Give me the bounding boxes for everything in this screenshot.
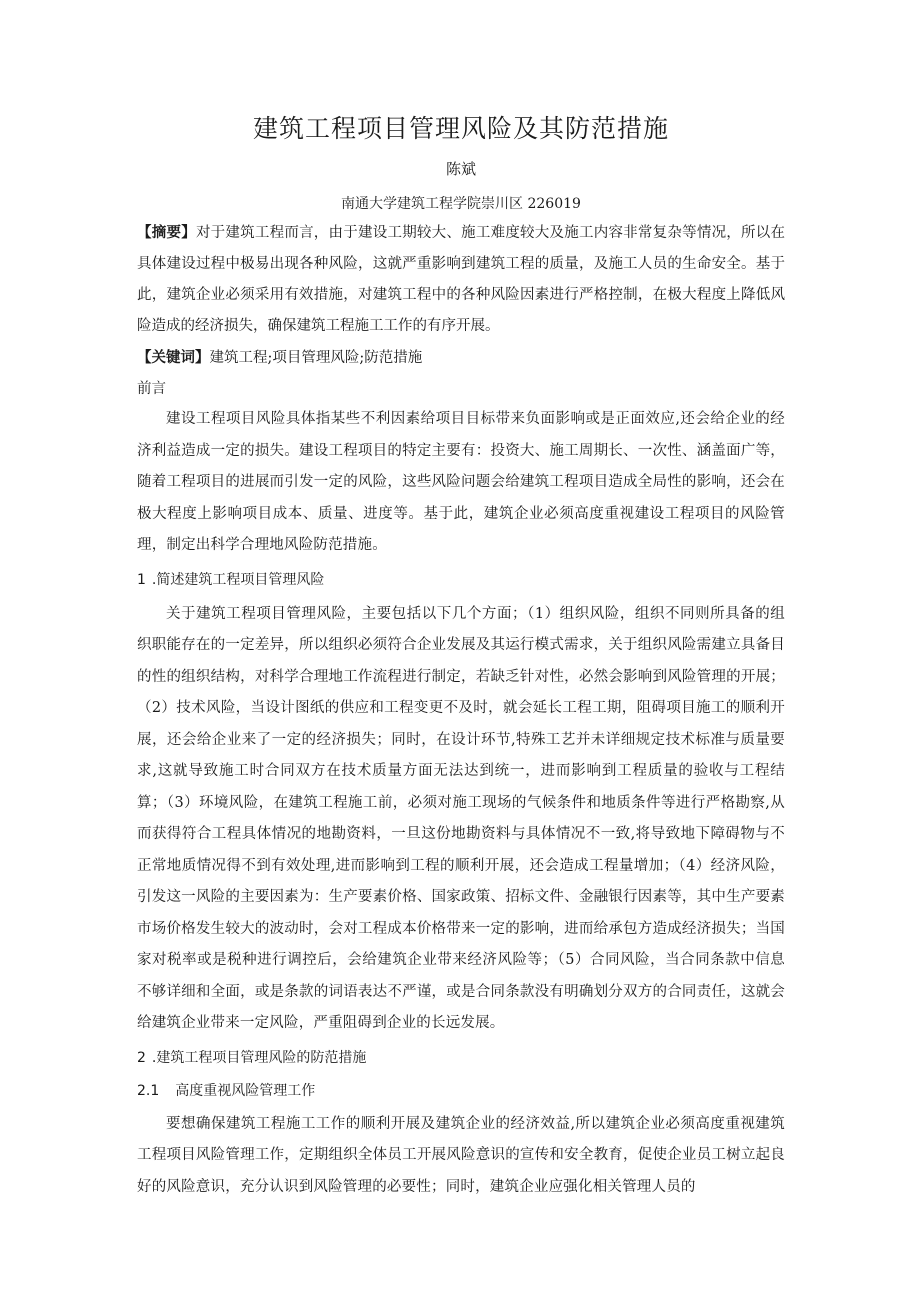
section-2-title: .建筑工程项目管理风险的防范措施 <box>151 1049 367 1066</box>
section-1-number: 1 <box>137 571 146 588</box>
keywords-text: 建筑工程;项目管理风险;防范措施 <box>209 350 423 366</box>
preface-heading: 前言 <box>137 381 166 397</box>
abstract <box>137 217 785 342</box>
section-2-number: 2 <box>137 1049 146 1066</box>
preface-paragraph: 建设工程项目风险具体指某些不利因素给项目目标带来负面影响或是正面效应,还会给企业的经济利益造成一定的损失。建设工程项目的特定主要有：投资大、施工周期长、一次性、涵盖面广等，随着工程项目的进展而引发一定的风险，这些风险问题会给建筑工程项目造成全局性的影响，还会在极大程度上影响项目成本、质量、进度等。基于此，建筑企业必须高度重视建设工程项目的风险管理，制定出科学合理地风险防范措施。 <box>137 411 785 553</box>
section-1-title: .简述建筑工程项目管理风险 <box>151 571 325 588</box>
subsection-2-1-paragraph: 要想确保建筑工程施工工作的顺利开展及建筑企业的经济效益,所以建筑企业必须高度重视建筑工程项目风险管理工作，定期组织全体员工开展风险意识的宣传和安全教育，促使企业员工树立起良好的风险意识，充分认识到风险管理的必要性；同时，建筑企业应强化相关管理人员的 <box>137 1115 785 1195</box>
author-affiliation: 南通大学建筑工程学院崇川区 226019 <box>341 196 581 212</box>
abstract-text: 对于建筑工程而言，由于建设工期较大、施工难度较大及施工内容非常复杂等情况，所以在具体建设过程中极易出现各种风险，这就严重影响到建筑工程的质量，及施工人员的生命安全。基于此，建筑企业必须采用有效措施，对建筑工程中的各种风险因素进行严格控制，在极大程度上降低风险造成的经济损失，确保建筑工程施工工作的有序开展。 <box>137 225 786 334</box>
section-1-heading <box>137 565 785 595</box>
subsection-2-1-number: 2.1 <box>137 1082 160 1099</box>
section-2-heading <box>137 1043 785 1073</box>
section-1-paragraph: 关于建筑工程项目管理风险，主要包括以下几个方面；（1）组织风险，组织不同则所具备的组织职能存在的一定差异，所以组织必须符合企业发展及其运行模式需求，关于组织风险需建立具备目的性的组织结构，对科学合理地工作流程进行制定，若缺乏针对性，必然会影响到风险管理的开展；（2）技术风险，当设计图纸的供应和工程变更不及时，就会延长工程工期，阻碍项目施工的顺利开展，还会给企业来了一定的经济损失；同时，在设计环节,特殊工艺并未详细规定技术标准与质量要求,这就导致施工时合同双方在技术质量方面无法达到统一，进而影响到工程质量的验收与工程结算；（3）环境风险，在建筑工程施工前，必须对施工现场的气候条件和地质条件等进行严格勘察,从而获得符合工程具体情况的地勘资料，一旦这份地勘资料与具体情况不一致,将导致地下障碍物与不正常地质情况得不到有效处理,进而影响到工程的顺利开展，还会造成工程量增加；（4）经济风险，引发这一风险的主要因素为：生产要素价格、国家政策、招标文件、金融银行因素等，其中生产要素市场价格发生较大的波动时，会对工程成本价格带来一定的影响，进而给承包方造成经济损失；当国家对税率或是税种进行调控后，会给建筑企业带来经济风险等；（5）合同风险，当合同条款中信息不够详细和全面，或是条款的词语表达不严谨，或是合同条款没有明确划分双方的合同责任，这就会给建筑企业带来一定风险，严重阻碍到企业的长远发展。 <box>137 605 785 1031</box>
paper-title: 建筑工程项目管理风险及其防范措施 <box>252 114 669 143</box>
keywords-label: 【关键词】 <box>137 349 210 366</box>
abstract-label: 【摘要】 <box>137 224 196 241</box>
author-name: 陈斌 <box>445 160 476 178</box>
keywords <box>137 342 785 374</box>
subsection-2-1-title: 高度重视风险管理工作 <box>175 1082 316 1099</box>
paper-page <box>137 108 785 1203</box>
subsection-2-1-heading <box>137 1077 785 1105</box>
